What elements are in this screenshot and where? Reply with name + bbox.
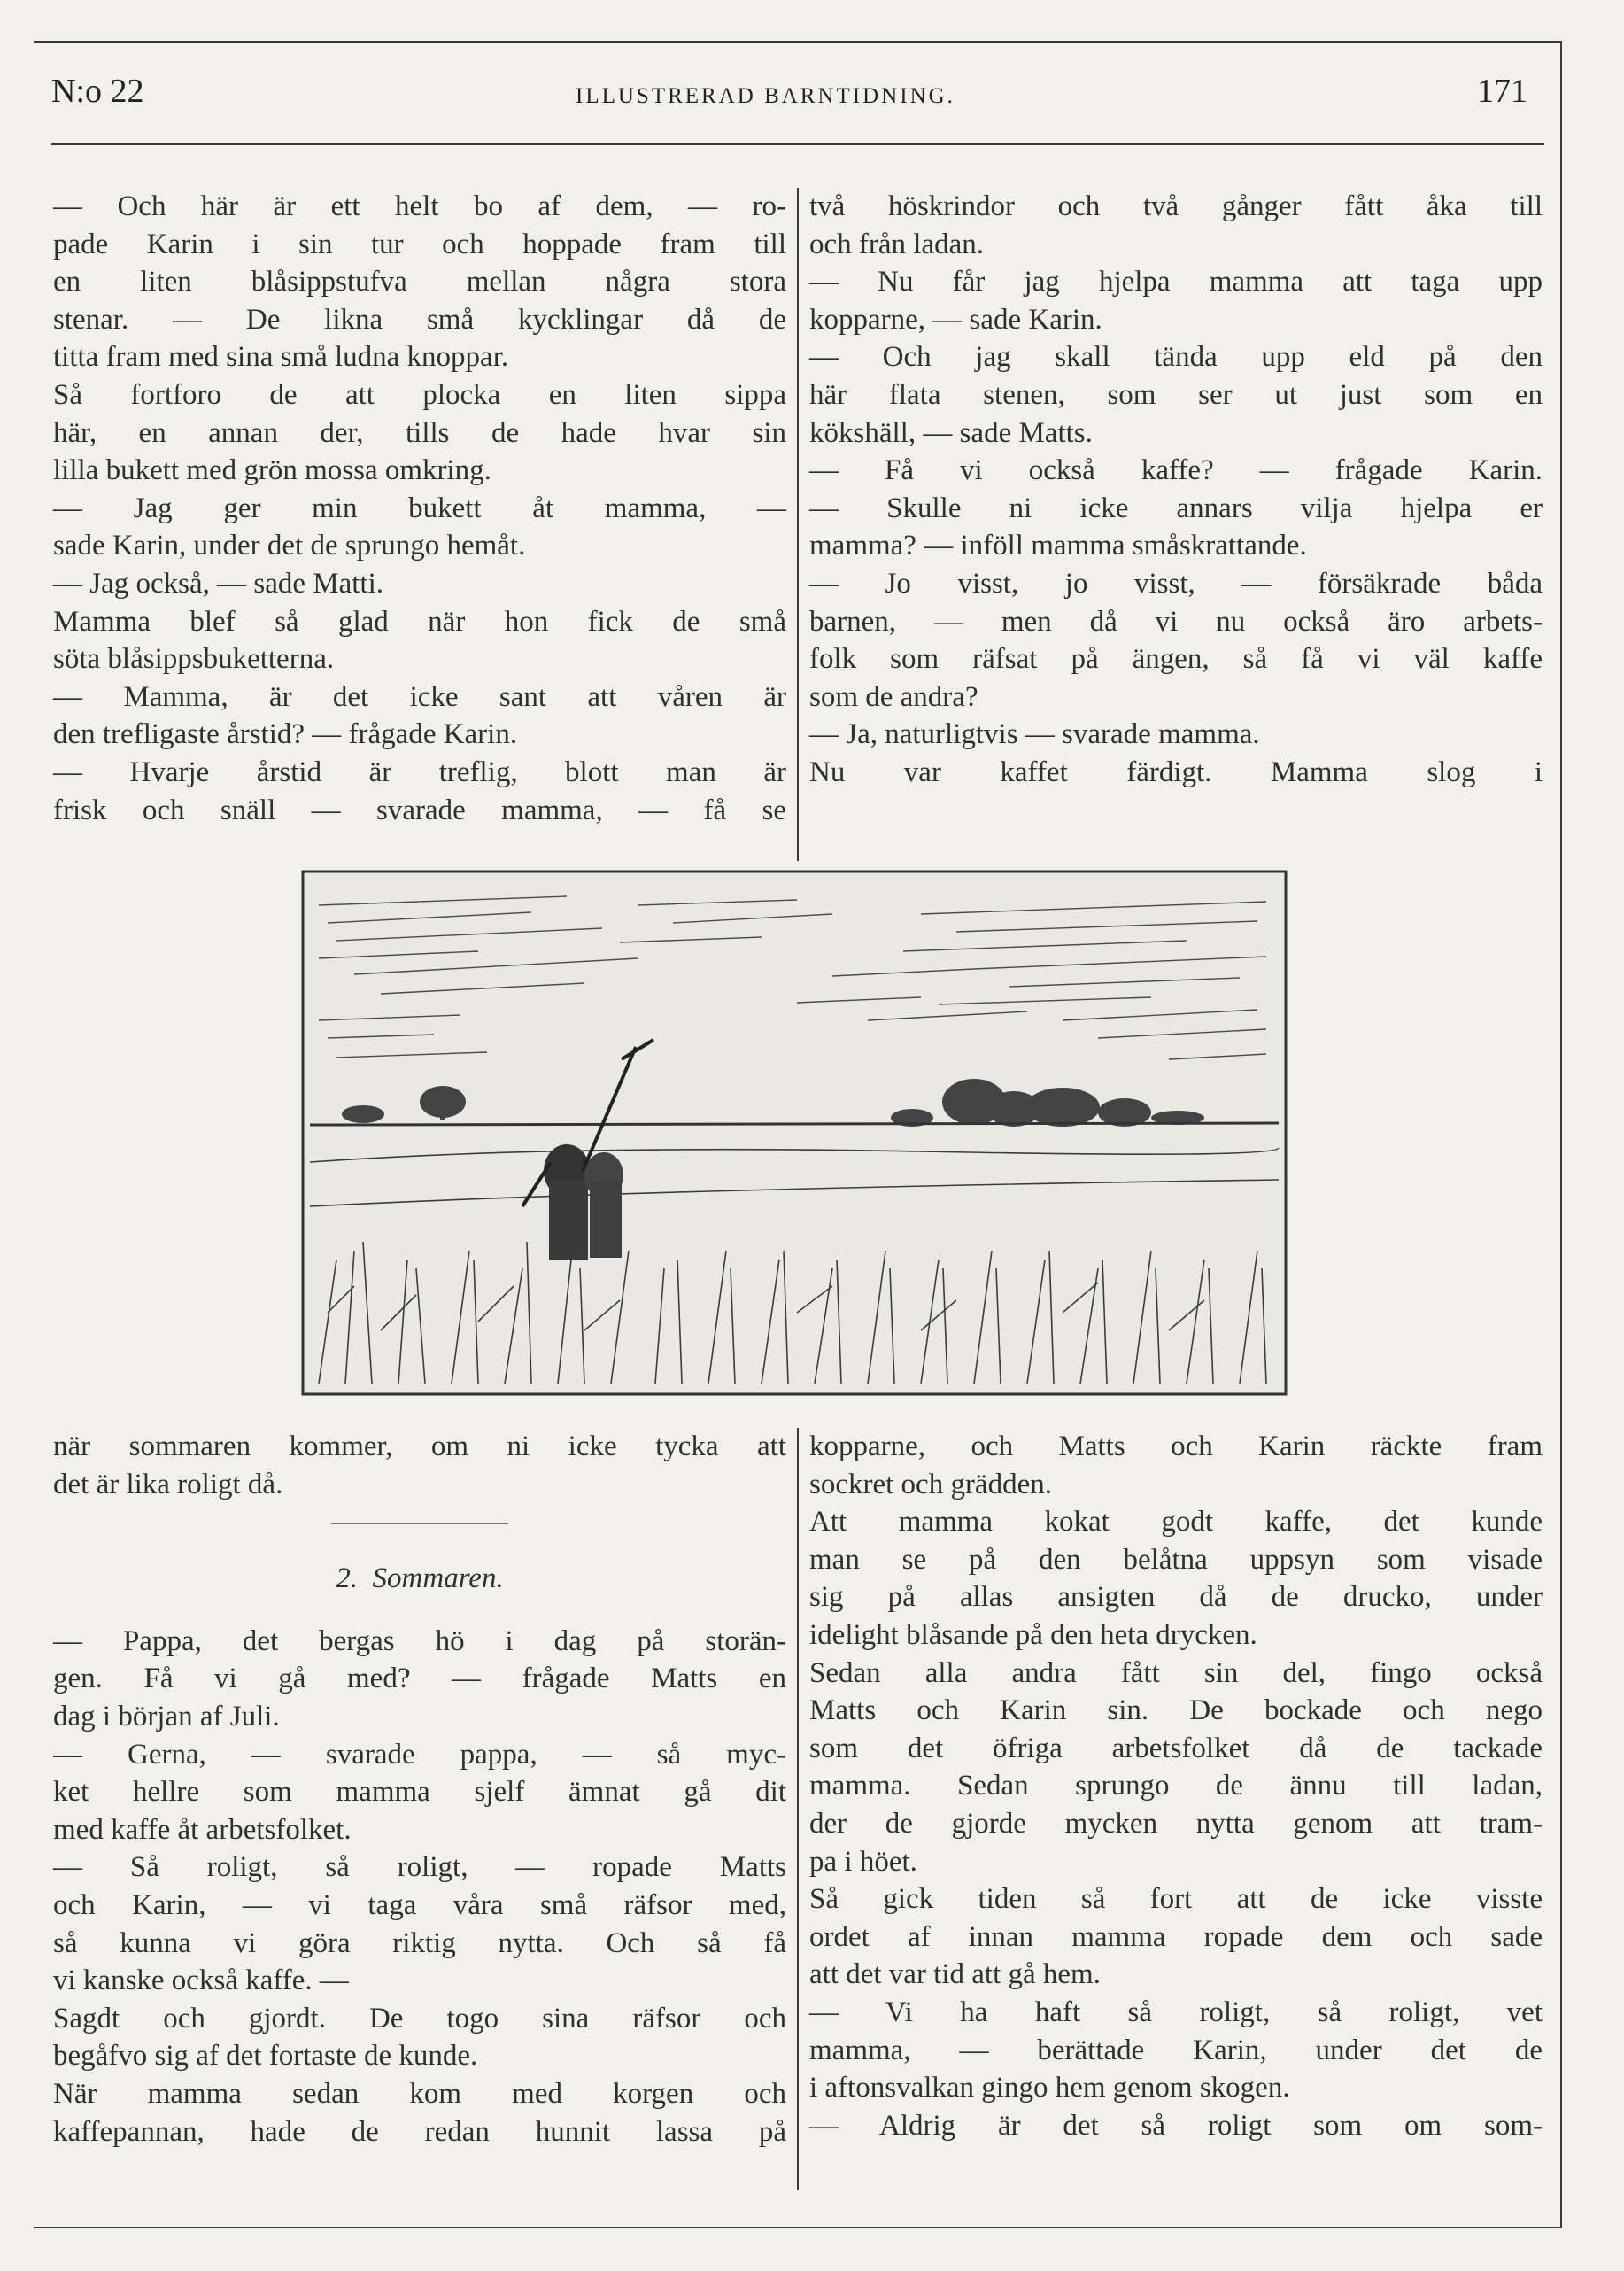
- text-line: Sedan alla andra fått sin del, fingo också: [809, 1656, 1543, 1689]
- text-line: vi kanske också kaffe. —: [53, 1965, 349, 1997]
- text-line: två höskrindor och två gånger fått åka till: [809, 190, 1543, 222]
- text-line: mamma, — berättade Karin, under det de: [809, 2034, 1543, 2066]
- text-line: — Så roligt, så roligt, — ropade Matts: [53, 1851, 786, 1884]
- text-line: — Gerna, — svarade pappa, — så myc-: [53, 1738, 786, 1771]
- text-line: folk som räfsat på ängen, så få vi väl kaffe: [809, 643, 1543, 676]
- text-line: gen. Få vi gå med? — frågade Matts en: [53, 1663, 786, 1695]
- text-line: som de andra?: [809, 680, 978, 713]
- text-line: sig på allas ansigten då de drucko, under: [809, 1581, 1543, 1614]
- text-line: der de gjorde mycken nytta genom att tram-: [809, 1807, 1543, 1840]
- text-line: man se på den belåtna uppsyn som visade: [809, 1543, 1543, 1576]
- illustration-frame: [303, 872, 1286, 1394]
- section-title: Sommaren.: [372, 1562, 504, 1595]
- text-line: som det öfriga arbetsfolket då de tackade: [809, 1732, 1543, 1764]
- text-line: — Pappa, det bergas hö i dag på storän-: [53, 1624, 786, 1657]
- text-line: frisk och snäll — svarade mamma, — få se: [53, 794, 786, 826]
- text-line: sade Karin, under det de sprungo hemåt.: [53, 530, 526, 562]
- text-line: så kunna vi göra riktig nytta. Och så få: [53, 1926, 786, 1959]
- right-border-rule: [1560, 41, 1562, 2228]
- section-heading: [53, 1560, 786, 1598]
- text-line: ordet af innan mamma ropade dem och sade: [809, 1920, 1543, 1953]
- text-line: söta blåsippsbuketterna.: [53, 643, 335, 676]
- text-line: — Få vi också kaffe? — frågade Karin.: [809, 454, 1543, 487]
- text-line: kaffepannan, hade de redan hunnit lassa på: [53, 2115, 786, 2148]
- text-line: mamma? — inföll mamma småskrattande.: [809, 530, 1307, 562]
- text-line: — Jo visst, jo visst, — försäkrade båda: [809, 567, 1543, 600]
- text-line: När mamma sedan kom med korgen och: [53, 2077, 786, 2110]
- text-line: med kaffe åt arbetsfolket.: [53, 1813, 352, 1846]
- text-line: mamma. Sedan sprungo de ännu till ladan,: [809, 1770, 1543, 1802]
- text-line: stenar. — De likna små kycklingar då de: [53, 303, 786, 336]
- text-line: en liten blåsippstufva mellan några stora: [53, 266, 786, 298]
- text-line: här, en annan der, tills de hade hvar sin: [53, 416, 786, 449]
- text-line: ket hellre som mamma sjelf ämnat gå dit: [53, 1776, 786, 1809]
- text-line: barnen, — men då vi nu också äro arbets-: [809, 605, 1543, 638]
- horizon-line: [310, 1123, 1279, 1125]
- text-line: dag i början af Juli.: [53, 1700, 280, 1732]
- publication-title: ILLUSTRERAD BARNTIDNING.: [576, 84, 955, 108]
- header-rule: [51, 143, 1544, 145]
- text-line: — Skulle ni icke annars vilja hjelpa er: [809, 492, 1543, 524]
- text-line: här flata stenen, som ser ut just som en: [809, 378, 1543, 411]
- section-divider: [331, 1523, 508, 1524]
- text-line: Nu var kaffet färdigt. Mamma slog i: [809, 756, 1543, 788]
- text-line: begåfvo sig af det fortaste de kunde.: [53, 2040, 478, 2073]
- text-line: Att mamma kokat godt kaffe, det kunde: [809, 1506, 1543, 1539]
- column-divider-top: [797, 188, 799, 861]
- text-line: kopparne, och Matts och Karin räckte fram: [809, 1430, 1543, 1462]
- text-line: Så fortforo de att plocka en liten sippa: [53, 378, 786, 411]
- text-line: att det var tid att gå hem.: [809, 1958, 1101, 1991]
- text-line: det är lika roligt då.: [53, 1468, 283, 1500]
- text-line: i aftonsvalkan gingo hem genom skogen.: [809, 2072, 1290, 2104]
- text-line: — Jag ger min bukett åt mamma, —: [53, 492, 786, 524]
- text-line: — Hvarje årstid är treflig, blott man är: [53, 756, 786, 788]
- column-bottom-left: [53, 1428, 786, 2151]
- text-line: kopparne, — sade Karin.: [809, 303, 1102, 336]
- top-border-rule: [34, 41, 1562, 43]
- text-line: sockret och grädden.: [809, 1468, 1052, 1500]
- text-line: — Jag också, — sade Matti.: [53, 567, 384, 600]
- column-top-left: [53, 188, 786, 829]
- text-line: kökshäll, — sade Matts.: [809, 416, 1093, 449]
- text-line: pade Karin i sin tur och hoppade fram till: [53, 228, 786, 260]
- text-line: Matts och Karin sin. De bockade och nego: [809, 1694, 1543, 1727]
- meadow-illustration: [301, 870, 1288, 1396]
- text-line: Mamma blef så glad när hon fick de små: [53, 605, 786, 638]
- text-line: idelight blåsande på den heta drycken.: [809, 1618, 1257, 1651]
- text-line: och Karin, — vi taga våra små räfsor med,: [53, 1888, 786, 1921]
- section-number: 2.: [336, 1562, 359, 1595]
- column-divider-bottom: [797, 1428, 799, 2190]
- text-line: — Nu får jag hjelpa mamma att taga upp: [809, 266, 1543, 298]
- column-top-right: [809, 188, 1543, 792]
- text-line: — Och här är ett helt bo af dem, — ro-: [53, 190, 786, 222]
- text-line: — Vi ha haft så roligt, så roligt, vet: [809, 1996, 1543, 2028]
- bottom-border-rule: [34, 2227, 1562, 2228]
- issue-number: N:o 22: [51, 73, 144, 110]
- column-bottom-right: [809, 1428, 1543, 2144]
- text-line: — Aldrig är det så roligt som om som-: [809, 2109, 1543, 2142]
- text-line: den trefligaste årstid? — frågade Karin.: [53, 718, 518, 751]
- text-line: — Ja, naturligtvis — svarade mamma.: [809, 718, 1260, 751]
- text-line: pa i höet.: [809, 1845, 917, 1878]
- text-line: lilla bukett med grön mossa omkring.: [53, 454, 491, 487]
- text-line: Så gick tiden så fort att de icke visste: [809, 1883, 1543, 1916]
- text-line: när sommaren kommer, om ni icke tycka att: [53, 1430, 786, 1462]
- text-line: — Och jag skall tända upp eld på den: [809, 341, 1543, 374]
- text-line: och från ladan.: [809, 228, 984, 260]
- page-number: 171: [1477, 73, 1527, 110]
- text-line: Sagdt och gjordt. De togo sina räfsor och: [53, 2002, 786, 2035]
- text-line: — Mamma, är det icke sant att våren är: [53, 680, 786, 713]
- text-line: titta fram med sina små ludna knoppar.: [53, 341, 509, 374]
